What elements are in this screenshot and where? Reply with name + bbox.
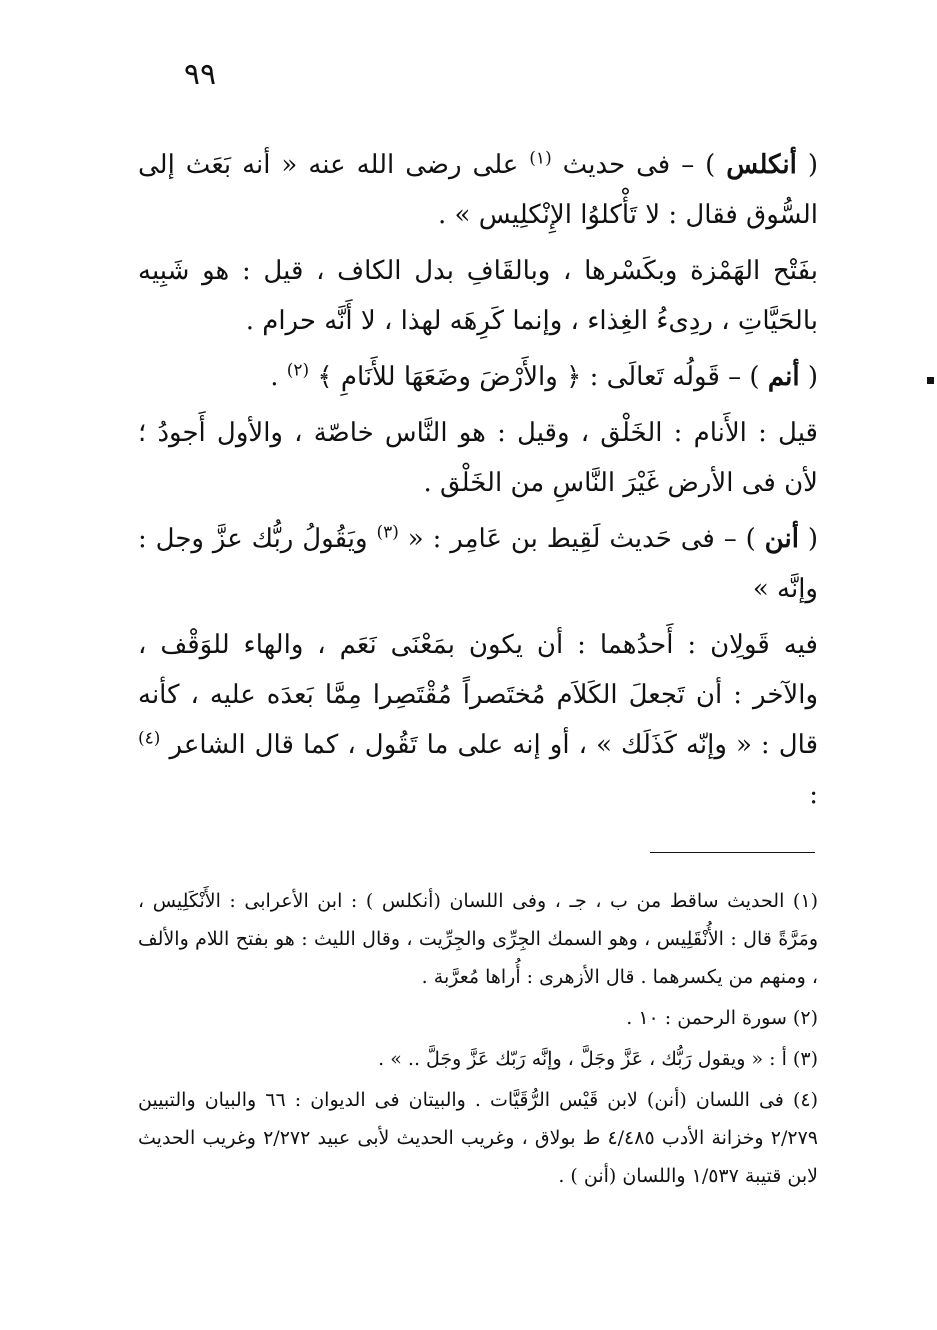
footnote-ref-4: (٤) [138,728,161,749]
entry-anan-explanation [138,620,818,820]
entry-anam-explanation: قيل : الأَنام : الخَلْق ، وقيل : هو النَّاس خاصّة ، والأول أَجودُ ؛ لأن فى الأرض غَيْرَ النَّاسِ من الخَلْق . [138,418,818,498]
headword-ankalis: أنكلس [726,150,797,180]
footnote-2: (٢) سورة الرحمن : ١٠ . [626,1007,818,1029]
main-text [138,140,818,826]
footnote-4: (٤) فى اللسان (أنن) لابن قَيْس الرُّقَيَّات . والبيتان فى الديوان : ٦٦ والبيان والتبيين ٢/٢٧٩ وخزانة الأدب ٤/٤٨٥ ط بولاق ، وغريب الحديث لأبى عبيد ٢/٢٧٢ وغريب الحديث لابن قتيبة ١/٥٣٧ واللسان (أنن ) . [138,1089,819,1187]
footnote-ref-3: (٣) [376,522,399,543]
footnote-ref-2: (٢) [286,360,310,381]
entry-text: على رضى الله عنه « أنه بَعَث إلى السُّوق فقال : لا تَأْكلوُا الإِنْكلِيس » . [138,150,818,230]
entry-text: ) – فى حديث [551,150,727,180]
paren-open: ( [796,150,818,180]
footnote-separator [650,852,815,853]
paren-open: ( [799,362,818,392]
entry-anam-intro [138,352,818,402]
entry-text: . [270,362,287,392]
entry-text: ) – قَولُه تَعالَى : ﴿ والأَرْضَ وضَعَهَا للأَنَامِ ﴾ [309,362,768,392]
footnote-3: (٣) أ : « ويقول رَبُّك ، عَزَّ وجَلَّ ، وإنَّه رَبّك عَزَّ وجَلَّ .. » . [378,1048,818,1070]
entry-text: ) – فى حَديث لَقِيط بن عَامِر : « [398,524,765,554]
entry-text: : [809,780,818,810]
footnote-1: (١) الحديث ساقط من ب ، جـ ، وفى اللسان (أنكلس ) : ابن الأعرابى : الأَنْكَلِيس ، ومَرَّةً قال : الأُنْقَلِيس ، وهو السمك الجِرِّى والجِرِّيت ، وقال الليث : هو بفتح اللام والألف ، ومنهم من يكسرهما . قال الأزهرى : أُراها مُعرَّبة . [138,890,818,988]
entry-text: ويَقُولُ ربُّك عزَّ وجل : وإنَّه » [138,524,818,604]
headword-anan: أنن [764,524,799,554]
page-number: ٩٩ [183,57,217,92]
paren-open: ( [798,524,818,554]
entry-text: فيه قَولِان : أَحدُهما : أن يكون بمَعْنَى نَعَم ، والهاء للوَقْف ، والآخر : أن تَجعلَ الكَلاَم مُختَصراً مُقْتَصِرا مِمَّا بَعدَه عليه ، كأنه قال : « وإنّه كَذَلَك » ، أو إنه على ما تَقُول ، كما قال الشاعر [138,630,818,760]
footnotes [138,882,818,1198]
headword-anam: أنم [767,362,800,392]
entry-anan-intro [138,514,818,614]
entry-ankalis-explanation: بفَتْح الهَمْزة وبكَسْرها ، وبالقَافِ بدل الكاف ، قيل : هو شَبِيه بالحَيَّاتِ ، ردِىءُ الغِذاء ، وإنما كَرِهَه لهذا ، لا أَنَّه حرام . [138,256,818,336]
entry-ankalis-intro [138,140,818,240]
margin-mark [927,377,934,384]
footnote-ref-1: (١) [529,148,552,169]
